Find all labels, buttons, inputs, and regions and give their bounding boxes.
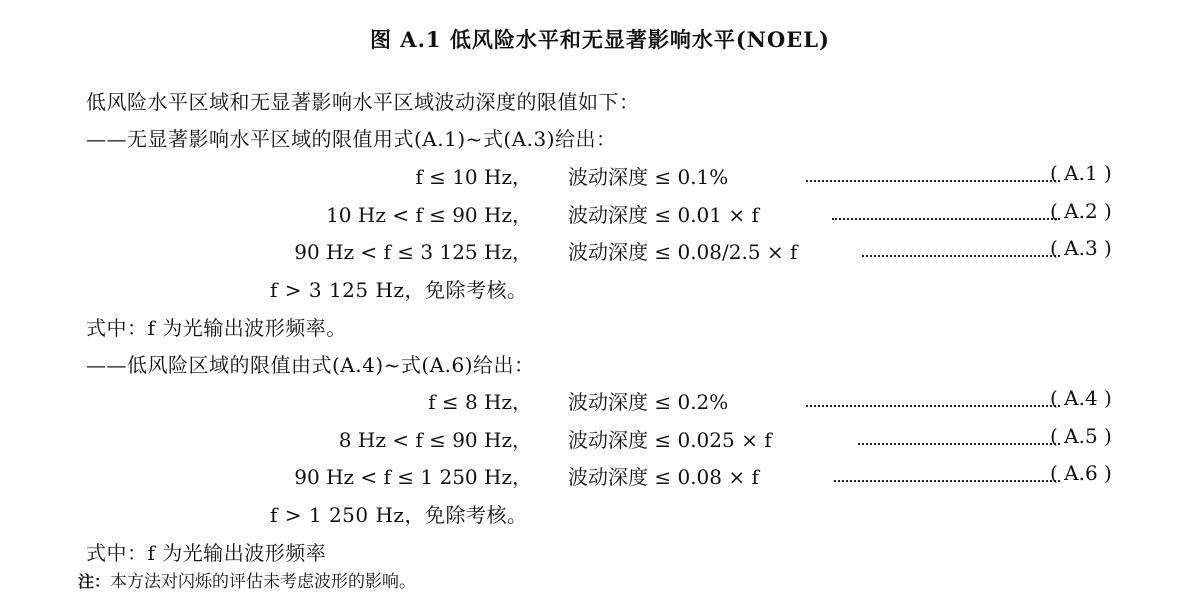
dot-leader	[858, 443, 1060, 445]
dot-leader	[806, 180, 1060, 182]
low-risk-exemption: f > 1 250 Hz，免除考核。	[270, 503, 528, 527]
equation-limit: 波动深度 ≤ 0.01 × f	[568, 203, 759, 227]
dot-leader	[862, 255, 1060, 257]
equation-number: ( A.4 )	[1050, 386, 1112, 410]
noel-section-header: ——无显著影响水平区域的限值用式(A.1)~式(A.3)给出：	[86, 127, 617, 151]
equation-limit: 波动深度 ≤ 0.025 × f	[568, 428, 772, 452]
equation-number: ( A.6 )	[1050, 461, 1112, 485]
low-risk-section-header: ——低风险区域的限值由式(A.4)~式(A.6)给出：	[86, 353, 535, 377]
equation-condition: 10 Hz < f ≤ 90 Hz，	[326, 203, 532, 227]
equation-number: ( A.5 )	[1050, 424, 1112, 448]
dot-leader	[806, 405, 1060, 407]
noel-variable-definition: 式中：f 为光输出波形频率。	[86, 316, 347, 340]
note-text: 本方法对闪烁的评估未考虑波形的影响。	[110, 572, 417, 592]
equation-limit: 波动深度 ≤ 0.08 × f	[568, 465, 759, 489]
note-label: 注：	[78, 572, 111, 591]
equation-number: ( A.3 )	[1050, 236, 1112, 260]
equation-limit: 波动深度 ≤ 0.08/2.5 × f	[568, 240, 798, 264]
dot-leader	[834, 480, 1060, 482]
figure-title: 图 A.1 低风险水平和无显著影响水平(NOEL)	[370, 27, 830, 52]
equation-condition: 8 Hz < f ≤ 90 Hz，	[338, 428, 532, 452]
low-risk-variable-definition: 式中：f 为光输出波形频率	[86, 541, 327, 565]
equation-number: ( A.1 )	[1050, 161, 1112, 185]
dot-leader	[832, 218, 1060, 220]
footnote	[78, 567, 416, 592]
noel-exemption: f > 3 125 Hz，免除考核。	[270, 278, 528, 302]
equation-condition: 90 Hz < f ≤ 1 250 Hz，	[294, 465, 532, 489]
equation-limit: 波动深度 ≤ 0.1%	[568, 165, 729, 189]
equation-condition: f ≤ 10 Hz，	[415, 165, 532, 189]
equation-condition: f ≤ 8 Hz，	[428, 390, 532, 414]
equation-condition: 90 Hz < f ≤ 3 125 Hz，	[294, 240, 532, 264]
equation-number: ( A.2 )	[1050, 199, 1112, 223]
intro-text: 低风险水平区域和无显著影响水平区域波动深度的限值如下：	[86, 90, 640, 114]
equation-limit: 波动深度 ≤ 0.2%	[568, 390, 729, 414]
